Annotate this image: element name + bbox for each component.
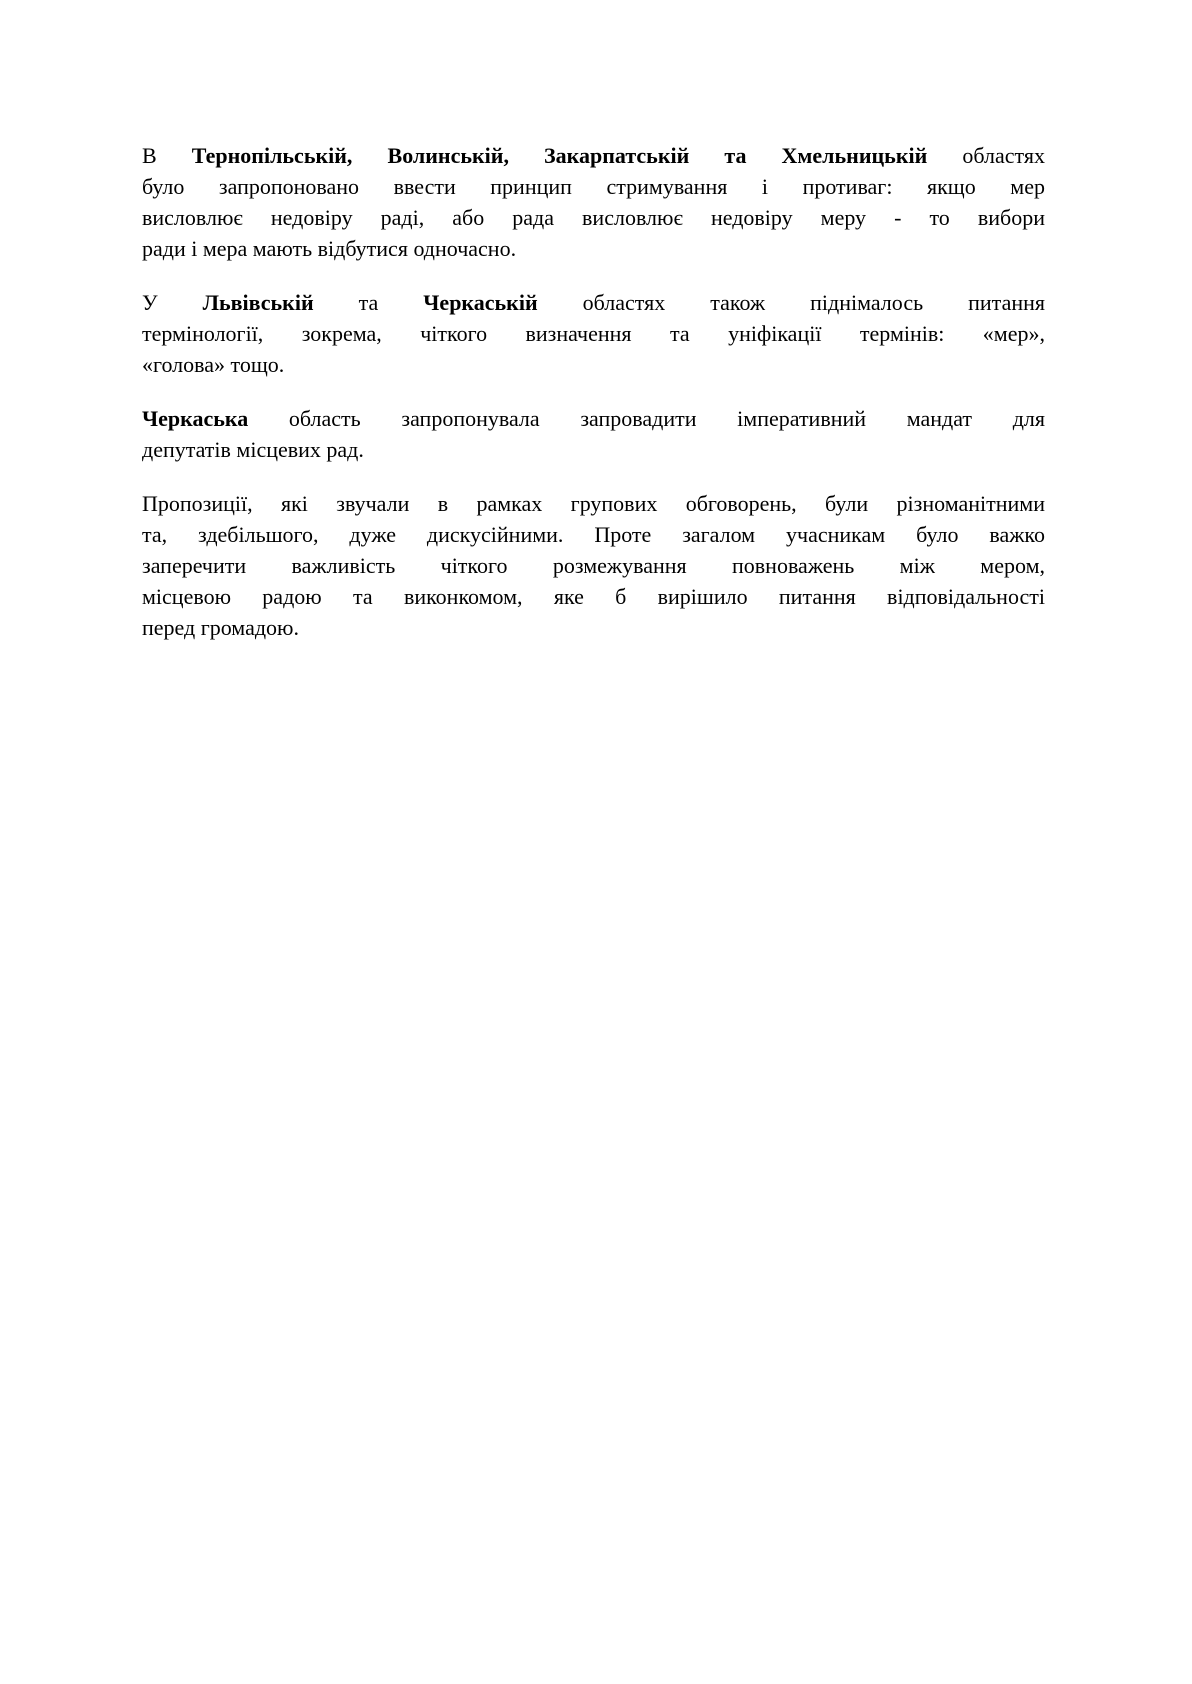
text-line: ради і мера мають відбутися одночасно.: [142, 236, 517, 261]
text-line: У Львівській та Черкаській областях також піднімалось питання: [142, 290, 1045, 315]
document-text-block: [142, 140, 1045, 666]
bold-text: Львівській: [202, 290, 314, 315]
text-line: перед громадою.: [142, 615, 299, 640]
text-line: В Тернопільській, Волинській, Закарпатській та Хмельницькій областях: [142, 143, 1045, 168]
bold-text: Черкаській: [423, 290, 538, 315]
text-line: висловлює недовіру раді, або рада висловлює недовіру меру - то вибори: [142, 205, 1045, 230]
text-line: депутатів місцевих рад.: [142, 437, 364, 462]
paragraph-4: [142, 488, 1045, 643]
bold-text: Черкаська: [142, 406, 249, 431]
text-line: та, здебільшого, дуже дискусійними. Проте загалом учасникам було важко: [142, 522, 1045, 547]
text-line: було запропоновано ввести принцип стримування і противаг: якщо мер: [142, 174, 1045, 199]
paragraph-2: [142, 287, 1045, 380]
paragraph-3: [142, 403, 1045, 465]
text-line: місцевою радою та виконкомом, яке б вирішило питання відповідальності: [142, 584, 1045, 609]
bold-text: Тернопільській, Волинській, Закарпатській та Хмельницькій: [191, 143, 928, 168]
text-line: термінології, зокрема, чіткого визначення та уніфікації термінів: «мер»,: [142, 321, 1045, 346]
text-line: заперечити важливість чіткого розмежування повноважень між мером,: [142, 553, 1045, 578]
text-line: «голова» тощо.: [142, 352, 285, 377]
text-line: Черкаська область запропонувала запровадити імперативний мандат для: [142, 406, 1045, 431]
paragraph-1: [142, 140, 1045, 264]
text-line: Пропозиції, які звучали в рамках групових обговорень, були різноманітними: [142, 491, 1045, 516]
